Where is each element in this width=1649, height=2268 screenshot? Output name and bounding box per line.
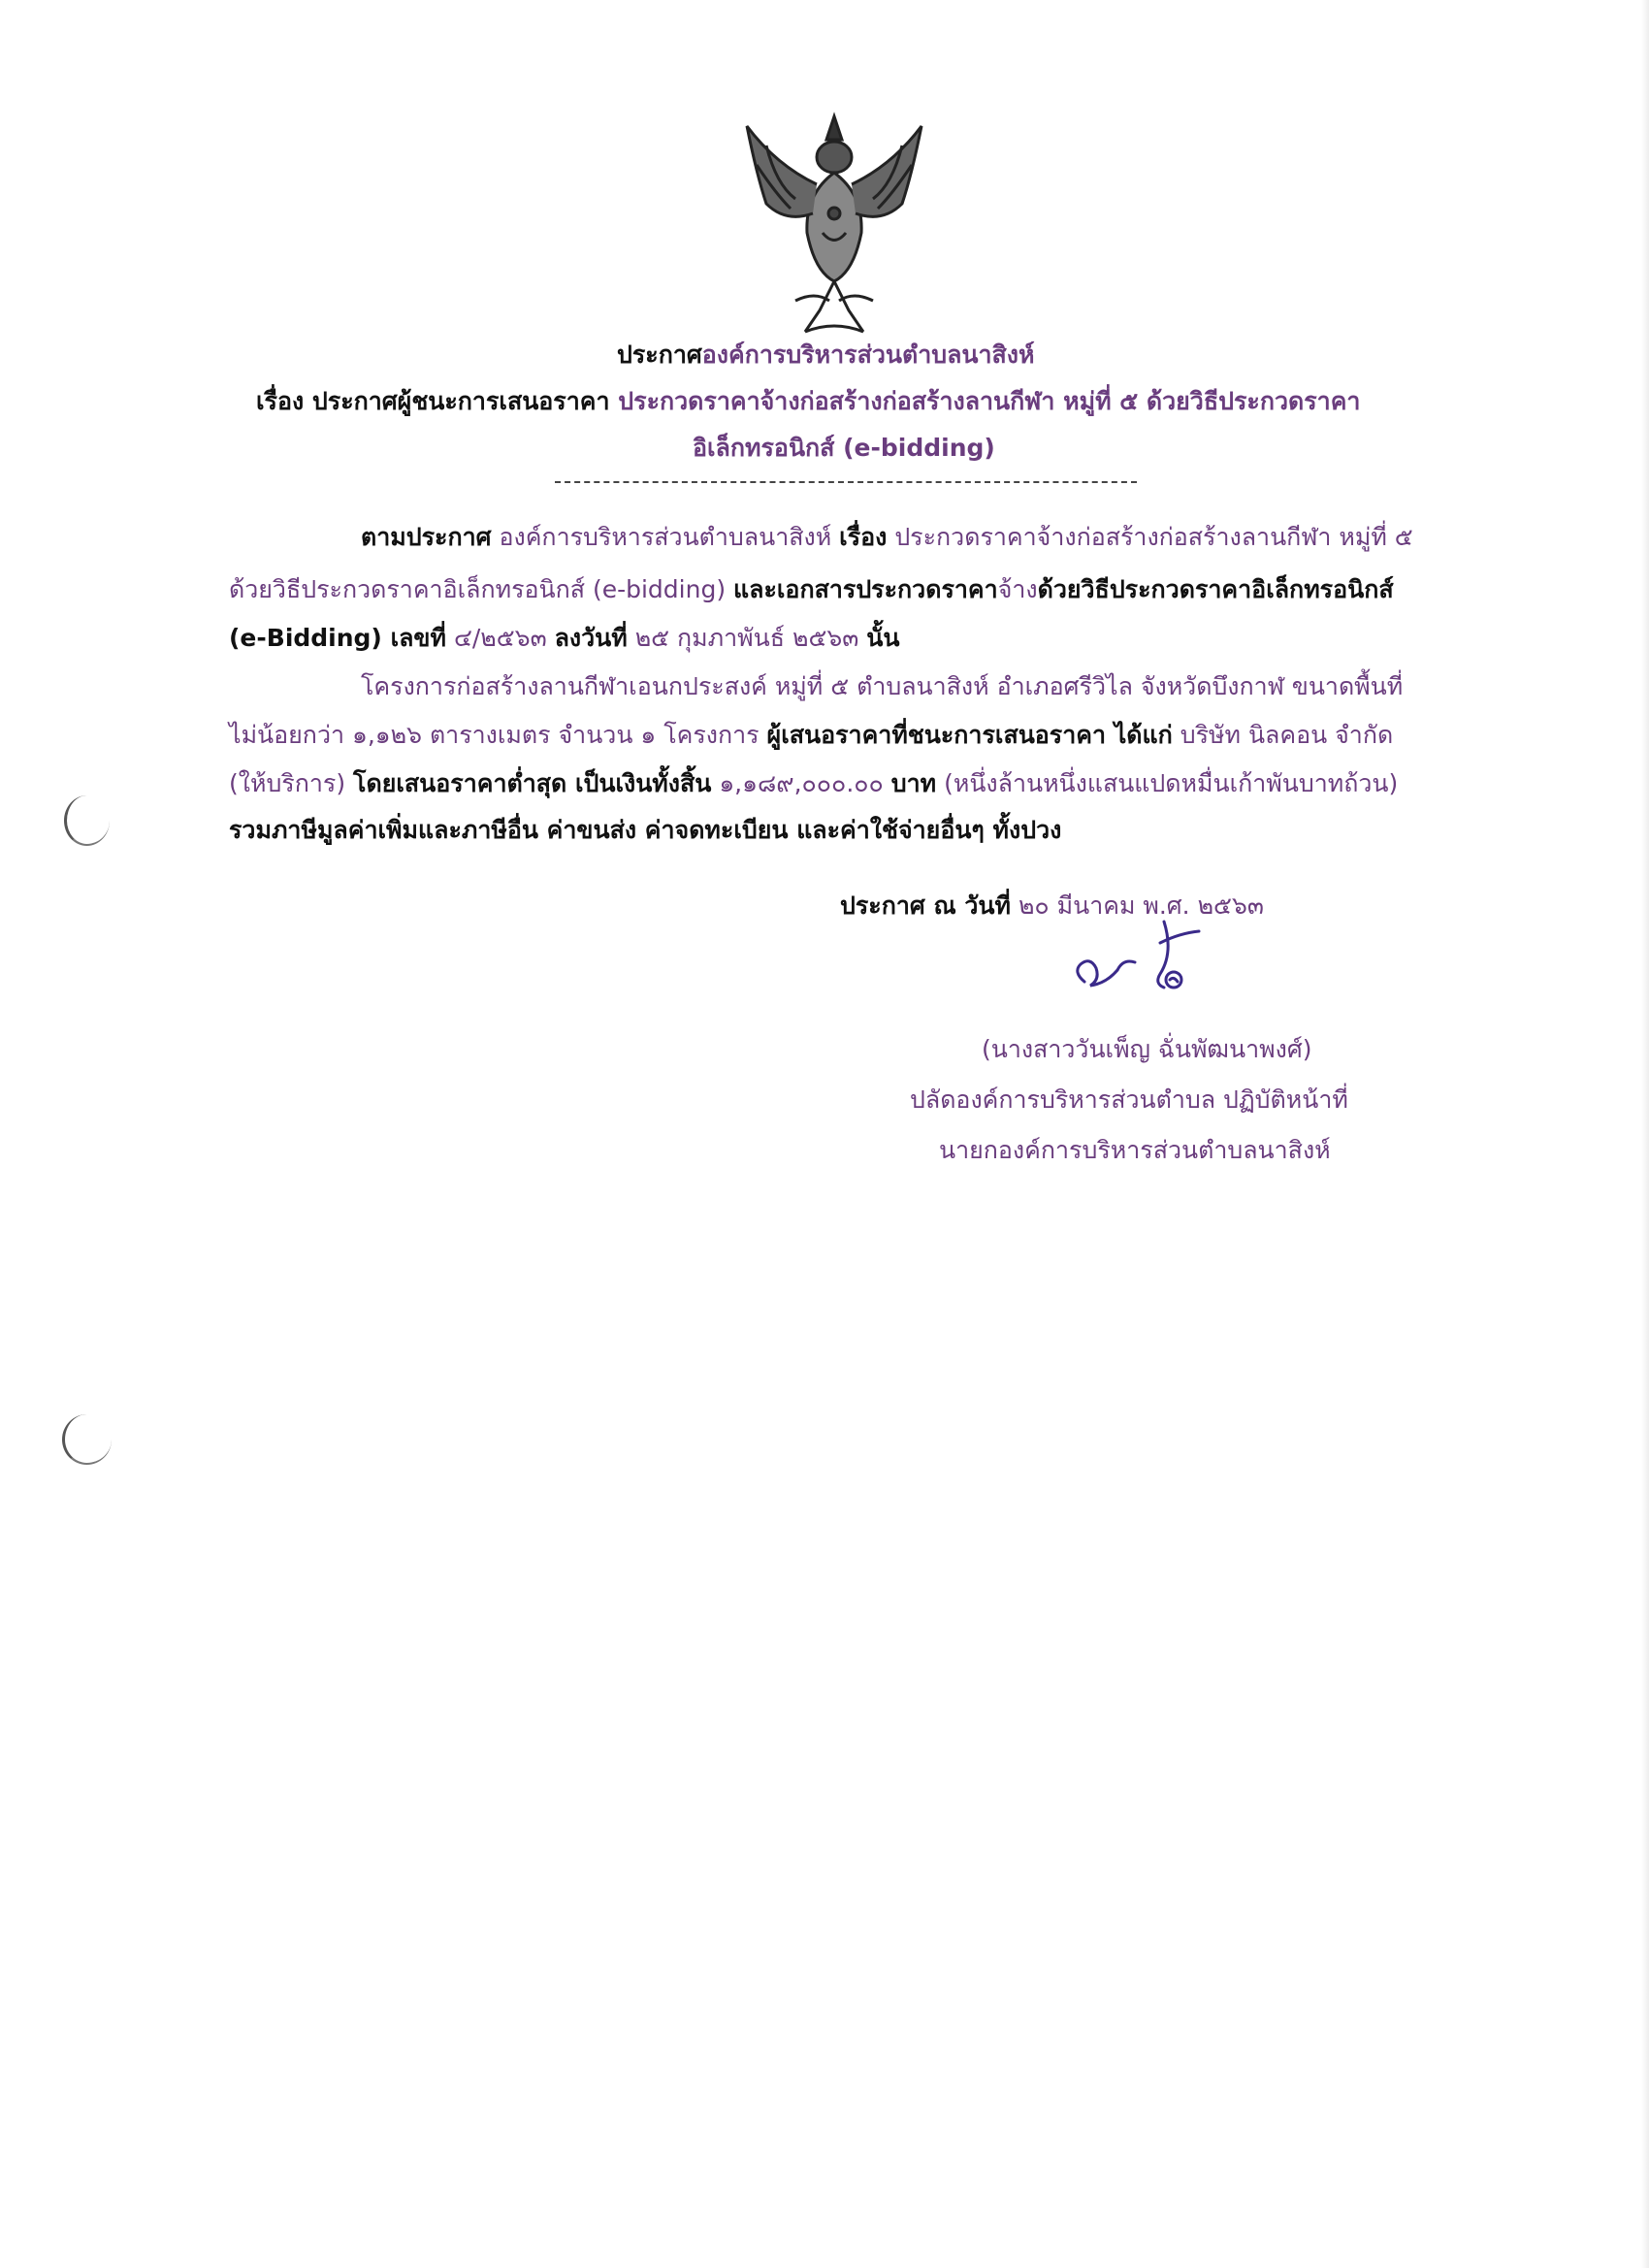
title-prefix: ประกาศ bbox=[617, 340, 702, 369]
announce-label: ประกาศ ณ วันที่ bbox=[840, 891, 1011, 920]
p2-l2-c: บริษัท นิลคอน จำกัด bbox=[1180, 721, 1394, 749]
handwritten-signature bbox=[1067, 914, 1222, 1001]
garuda-emblem bbox=[737, 107, 931, 340]
p1-l2-d: ด้วยวิธีประกวดราคาอิเล็กทรอนิกส์ bbox=[1037, 575, 1394, 603]
subject-text: ประกวดราคาจ้างก่อสร้างก่อสร้างลานกีฬา หมู่ที่ ๕ ด้วยวิธีประกวดราคา bbox=[618, 387, 1361, 415]
announcement-title bbox=[617, 336, 1035, 374]
announce-date: ๒๐ มีนาคม พ.ศ. ๒๕๖๓ bbox=[1018, 891, 1264, 920]
p1-l3-e: นั้น bbox=[866, 624, 900, 652]
p1-l2-b: และเอกสารประกวดราคา bbox=[733, 575, 998, 603]
paragraph2-line2 bbox=[229, 716, 1393, 755]
paragraph1-line1 bbox=[361, 518, 1413, 557]
paragraph2-line4: รวมภาษีมูลค่าเพิ่มและภาษีอื่น ค่าขนส่ง ค่าจดทะเบียน และค่าใช้จ่ายอื่นๆ ทั้งปวง bbox=[229, 816, 1062, 844]
separator-dashed bbox=[555, 481, 1137, 483]
p1-l1-a: ตามประกาศ bbox=[361, 523, 492, 551]
page-edge-shadow bbox=[1641, 0, 1649, 2268]
subject-line-2: อิเล็กทรอนิกส์ (e-bidding) bbox=[693, 434, 995, 462]
signatory-position-1: ปลัดองค์การบริหารส่วนตำบล ปฏิบัติหน้าที่ bbox=[910, 1085, 1348, 1114]
p1-l2-c: จ้าง bbox=[997, 575, 1038, 603]
p1-l2-a: ด้วยวิธีประกวดราคาอิเล็กทรอนิกส์ (e-bidding) bbox=[229, 575, 727, 603]
title-org: องค์การบริหารส่วนตำบลนาสิงห์ bbox=[701, 340, 1035, 369]
signatory-name: (นางสาววันเพ็ญ ฉั่นพัฒนาพงศ์) bbox=[982, 1035, 1312, 1063]
p2-l3-c: ๑,๑๘๙,๐๐๐.๐๐ bbox=[719, 769, 884, 797]
p2-l2-a: ไม่น้อยกว่า ๑,๑๒๖ ตารางเมตร จำนวน ๑ โครงการ bbox=[229, 721, 760, 749]
p2-l2-b: ผู้เสนอราคาที่ชนะการเสนอราคา ได้แก่ bbox=[766, 721, 1173, 749]
p1-l1-d: ประกวดราคาจ้างก่อสร้างก่อสร้างลานกีฬา หมู่ที่ ๕ bbox=[894, 523, 1413, 551]
p2-l3-e: (หนึ่งล้านหนึ่งแสนแปดหมื่นเก้าพันบาทถ้วน) bbox=[944, 769, 1399, 797]
paragraph1-line2 bbox=[229, 570, 1394, 609]
p2-l3-b: โดยเสนอราคาต่ำสุด เป็นเงินทั้งสิ้น bbox=[353, 769, 712, 797]
subject-line bbox=[256, 382, 1360, 421]
p1-l3-c: ลงวันที่ bbox=[554, 624, 628, 652]
p1-l1-c: เรื่อง bbox=[839, 523, 888, 551]
p2-l3-a: (ให้บริการ) bbox=[229, 769, 346, 797]
punch-hole-top bbox=[64, 795, 110, 846]
paragraph2-line3 bbox=[229, 764, 1398, 803]
punch-hole-bottom bbox=[62, 1414, 112, 1465]
p1-l1-b: องค์การบริหารส่วนตำบลนาสิงห์ bbox=[499, 523, 832, 551]
paragraph2-line1: โครงการก่อสร้างลานกีฬาเอนกประสงค์ หมู่ที่ ๕ ตำบลนาสิงห์ อำเภอศรีวิไล จังหวัดบึงกาฬ ขนาดพื้นที่ bbox=[361, 672, 1404, 700]
paragraph1-line3 bbox=[229, 619, 899, 658]
p2-l3-d: บาท bbox=[890, 769, 937, 797]
p1-l3-a: (e-Bidding) เลขที่ bbox=[229, 624, 446, 652]
signatory-position-2: นายกองค์การบริหารส่วนตำบลนาสิงห์ bbox=[939, 1136, 1331, 1164]
p1-l3-d: ๒๕ กุมภาพันธ์ ๒๕๖๓ bbox=[634, 624, 859, 652]
p1-l3-b: ๔/๒๕๖๓ bbox=[453, 624, 547, 652]
subject-label: เรื่อง ประกาศผู้ชนะการเสนอราคา bbox=[256, 387, 610, 415]
